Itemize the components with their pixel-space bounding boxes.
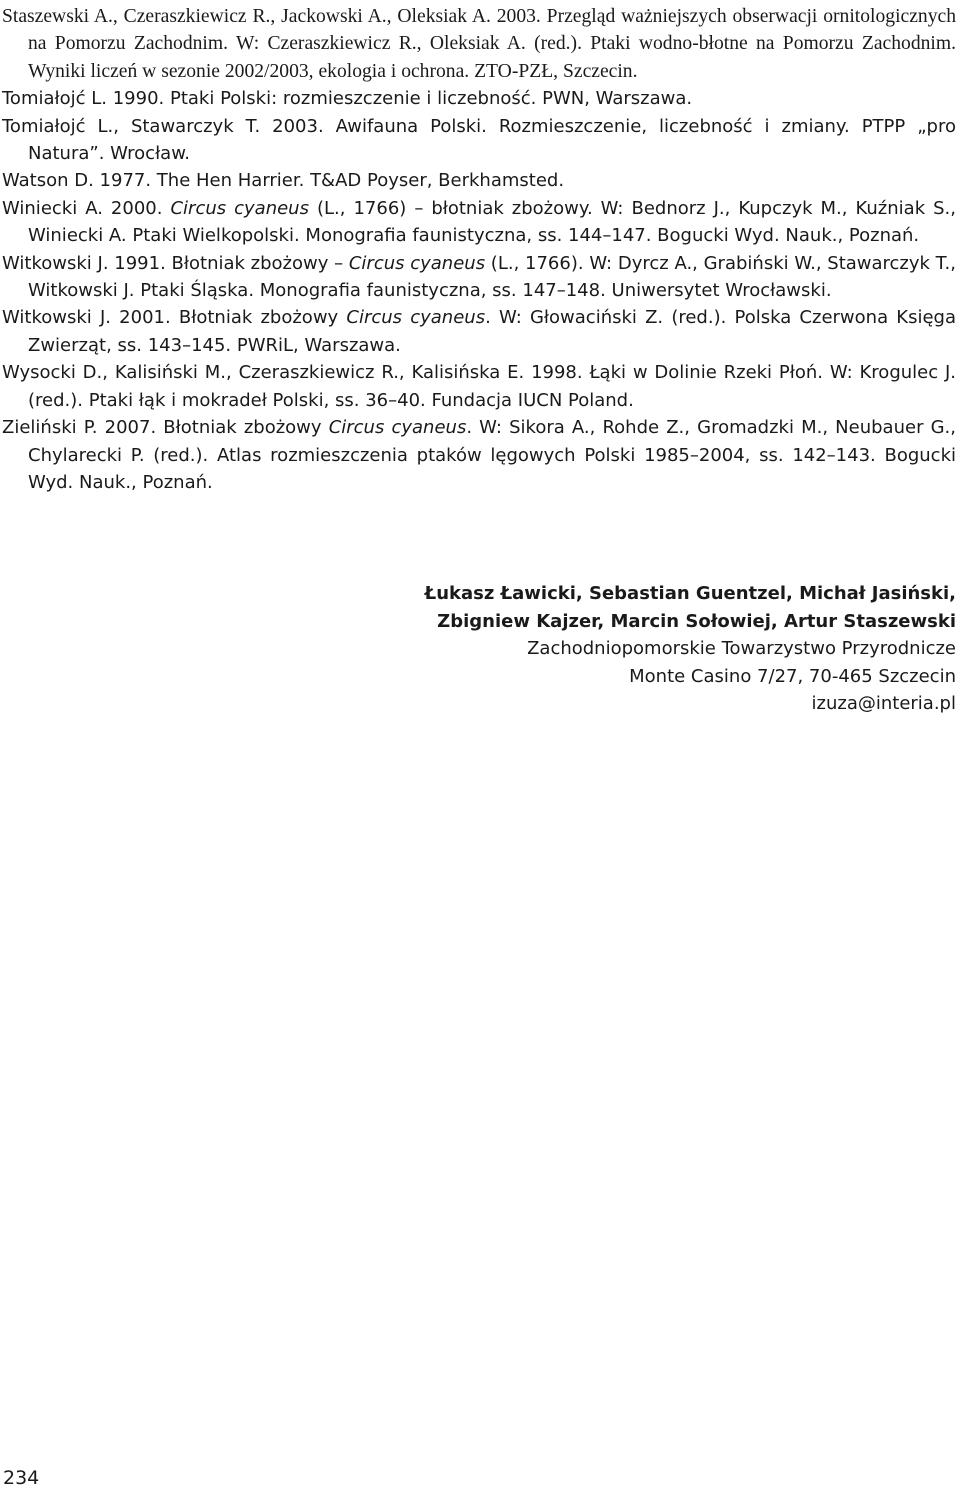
reference-text: Tomiałojć L. 1990. Ptaki Polski: rozmieszczenie i liczebność. PWN, Warszawa. (2, 88, 693, 110)
reference-entry (2, 3, 956, 85)
reference-text: Wysocki D., Kalisiński M., Czeraszkiewicz R., Kalisińska E. 1998. Łąki w Dolinie Rzeki Płoń. W: Krogulec J. (red.). Ptaki łąk i mokradeł Polski, ss. 36–40. Fundacja IUCN Poland. (2, 362, 956, 411)
author-names-line-1: Łukasz Ławicki, Sebastian Guentzel, Michał Jasiński, (424, 583, 956, 604)
reference-text: Tomiałojć L., Stawarczyk T. 2003. Awifauna Polski. Rozmieszczenie, liczebność i zmiany. PTPP „pro Natura”. Wrocław. (2, 115, 956, 165)
author-names-line-2: Zbigniew Kajzer, Marcin Sołowiej, Artur Staszewski (437, 610, 956, 632)
reference-text: Staszewski A., Czeraszkiewicz R., Jackowski A., Oleksiak A. 2003. Przegląd ważniejszych obserwacji ornitologicznych na Pomorzu Zachodnim. W: Czeraszkiewicz R., Oleksiak A. (red.). Ptaki wodno-błotne na Pomorzu Zachodnim. Wyniki liczeń w sezonie 2002/2003, ekologia i ochrona. ZTO-PZŁ, Szczecin. (2, 6, 956, 82)
author-block (256, 580, 956, 718)
reference-entry (2, 113, 956, 168)
reference-entry (2, 167, 956, 194)
author-organization: Zachodniopomorskie Towarzystwo Przyrodnicze (527, 638, 956, 660)
species-name: Circus cyaneus (170, 197, 309, 219)
author-address: Monte Casino 7/27, 70-465 Szczecin (629, 665, 956, 687)
species-name: Circus cyaneus (346, 307, 486, 329)
reference-text: Witkowski J. 1991. Błotniak zbożowy – (2, 252, 349, 274)
reference-entry (2, 304, 956, 359)
reference-text: Zieliński P. 2007. Błotniak zbożowy (2, 417, 329, 439)
reference-text: (L., 1766) – błotniak zbożowy. W: Bednorz J., Kupczyk M., Kuźniak S., Winiecki A. Ptaki Wielkopolski. Monografia faunistyczna, ss. 144–147. Bogucki Wyd. Nauk., Poznań. (28, 197, 956, 247)
reference-text: Winiecki A. 2000. (2, 197, 171, 219)
reference-text: Witkowski J. 2001. Błotniak zbożowy (2, 307, 347, 329)
reference-entry (2, 85, 956, 112)
reference-text: . W: Głowaciński Z. (red.). Polska Czerwona Księga Zwierząt, ss. 143–145. PWRiL, Warszawa. (28, 307, 956, 356)
reference-entry (2, 414, 956, 496)
species-name: Circus cyaneus (328, 417, 467, 439)
reference-list (2, 3, 956, 496)
reference-text: (L., 1766). W: Dyrcz A., Grabiński W., Stawarczyk T., Witkowski J. Ptaki Śląska. Monografia faunistyczna, ss. 147–148. Uniwersytet Wrocławski. (28, 252, 956, 302)
reference-text: Watson D. 1977. The Hen Harrier. T&AD Poyser, Berkhamsted. (2, 170, 565, 192)
reference-entry (2, 359, 956, 414)
reference-entry (2, 250, 956, 305)
author-email: izuza@interia.pl (811, 693, 956, 715)
species-name: Circus cyaneus (348, 252, 486, 274)
reference-entry (2, 195, 956, 250)
reference-text: . W: Sikora A., Rohde Z., Gromadzki M., Neubauer G., Chylarecki P. (red.). Atlas rozmieszczenia ptaków lęgowych Polski 1985–2004, ss. 142–143. Bogucki Wyd. Nauk., Poznań. (28, 417, 956, 493)
page-number: 234 (3, 1467, 40, 1489)
